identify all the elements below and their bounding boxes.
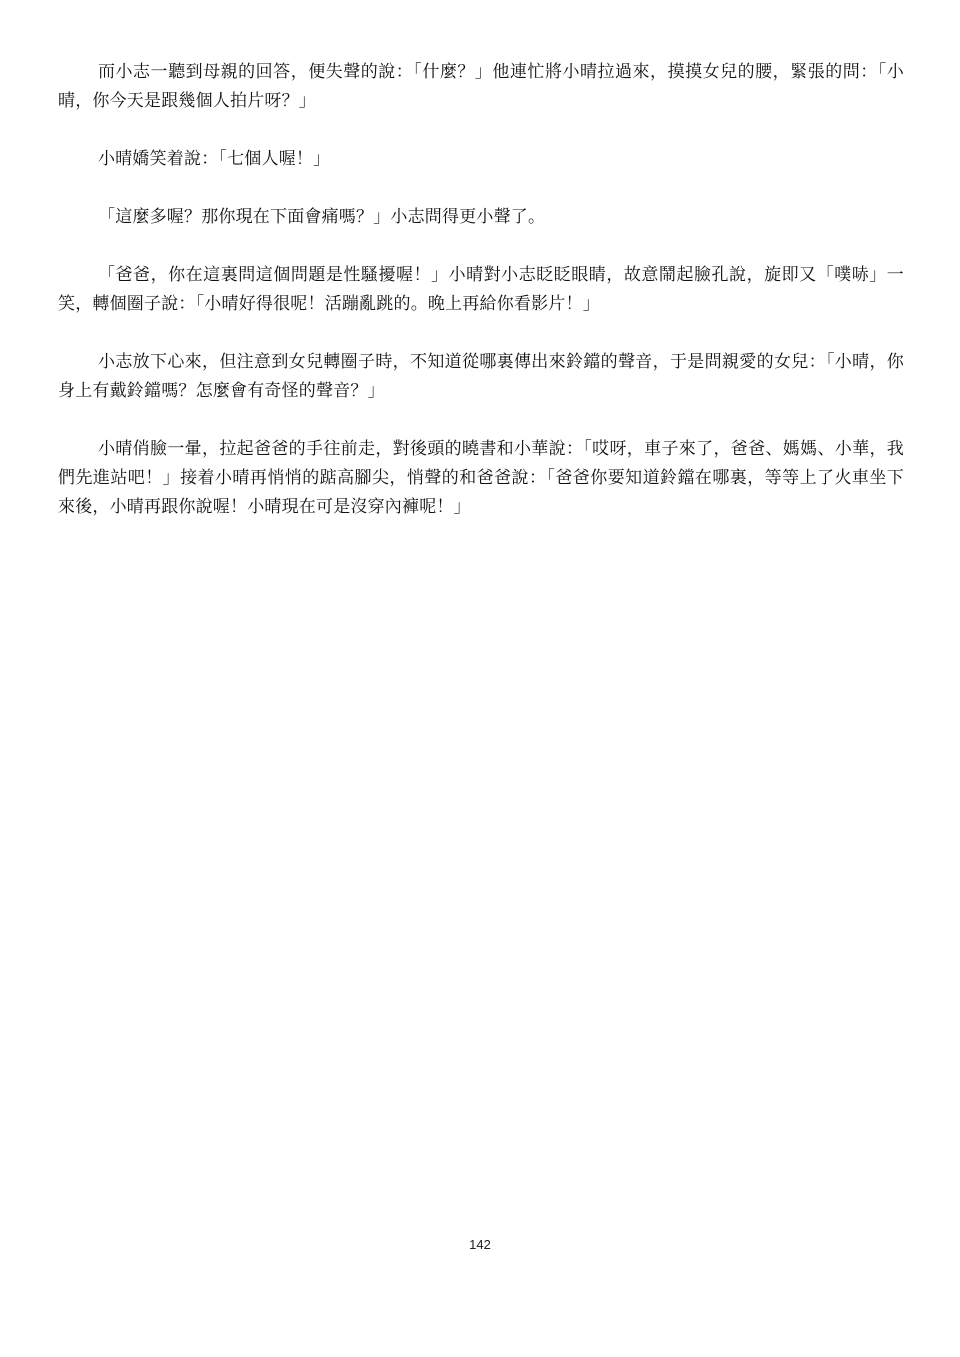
paragraph: 「爸爸，你在這裏問這個問題是性騷擾喔！」小晴對小志眨眨眼睛，故意鬧起臉孔說，旋即又「噗哧」一笑，轉個圈子說：「小晴好得很呢！活蹦亂跳的。晚上再給你看影片！」 <box>58 265 904 314</box>
paragraph: 「這麼多喔？那你現在下面會痛嗎？」小志問得更小聲了。 <box>98 207 546 227</box>
page-number: 142 <box>469 1237 491 1252</box>
paragraph: 小志放下心來，但注意到女兒轉圈子時，不知道從哪裏傳出來鈴鐺的聲音，于是問親愛的女兒：「小晴，你身上有戴鈴鐺嗎？怎麼會有奇怪的聲音？」 <box>58 352 904 401</box>
paragraph: 小晴嬌笑着說：「七個人喔！」 <box>98 149 331 169</box>
paragraph: 小晴俏臉一暈，拉起爸爸的手往前走，對後頭的曉書和小華說：「哎呀，車子來了，爸爸、媽媽、小華，我們先進站吧！」接着小晴再悄悄的踮高腳尖，悄聲的和爸爸說：「爸爸你要知道鈴鐺在哪裏，等等上了火車坐下來後，小晴再跟你說喔！小晴現在可是沒穿內褲呢！」 <box>58 439 904 517</box>
paragraph: 而小志一聽到母親的回答，便失聲的說：「什麼？」他連忙將小晴拉過來，摸摸女兒的腰，緊張的問：「小晴，你今天是跟幾個人拍片呀？」 <box>58 62 904 111</box>
body-text <box>58 58 904 551</box>
